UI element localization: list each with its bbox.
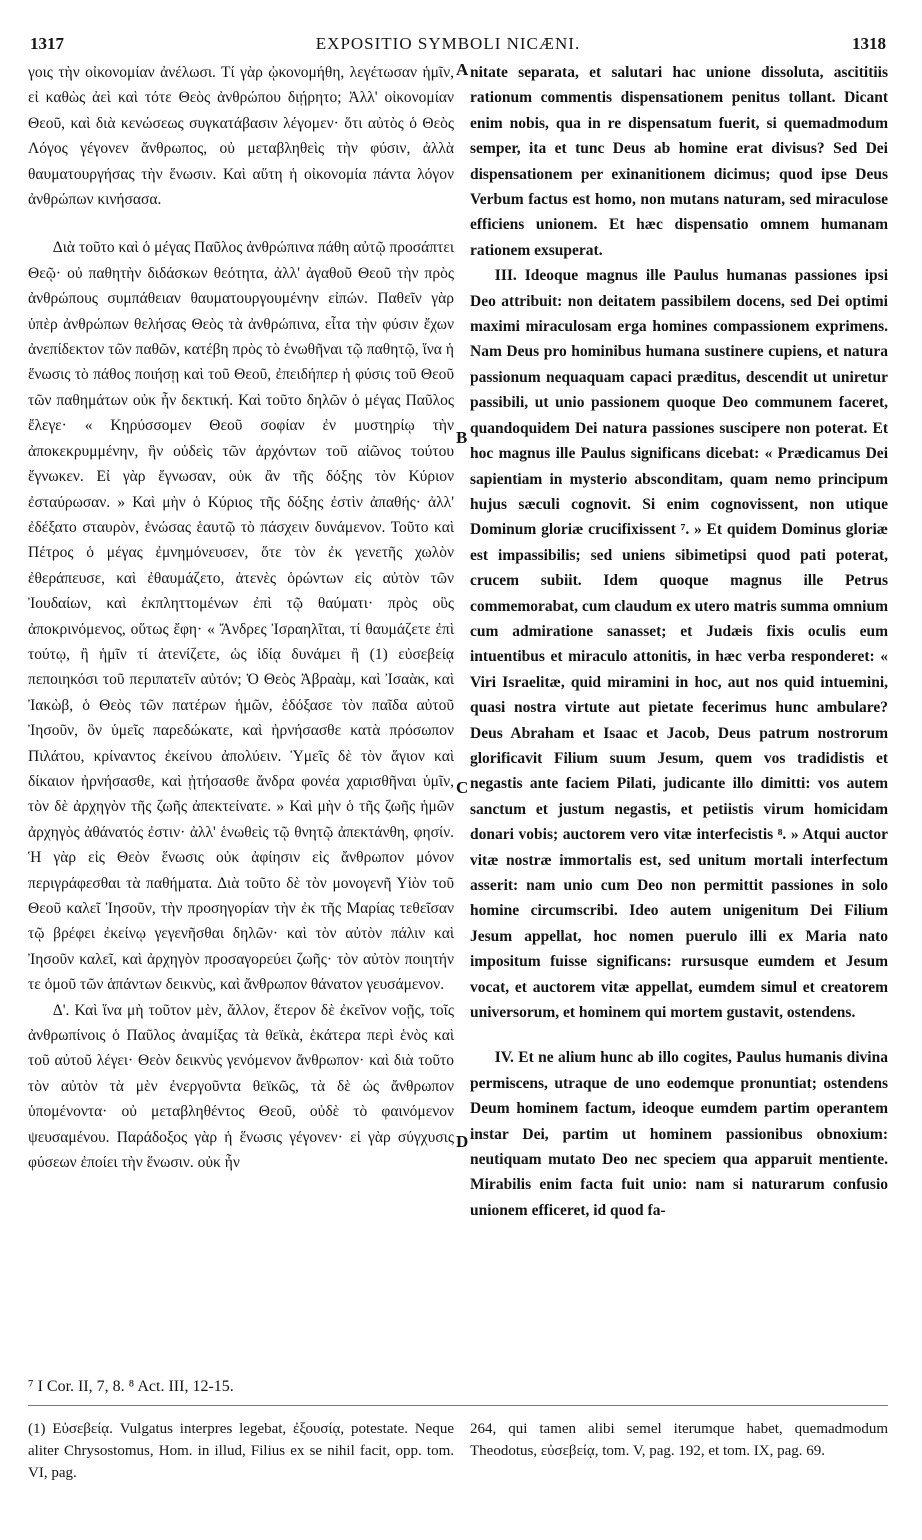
margin-letter-d: D: [456, 1132, 469, 1151]
latin-paragraph: IV. Et ne alium hunc ab illo cogites, Paulus humanis divina permiscens, utraque de uno eodemque pronuntiat; ostendens Deum hominem factum, ideoque eumdem partim operantem instar Dei, partim ut hominem passionibus obnoxium: neutiquam mutato Deo nec speciem qua apparuit mentiente. Mirabilis enim facta fuit unio: nam si naturarum confusio unionem efficeret, id quod fa-: [470, 1049, 888, 1219]
footnote-text: 264, qui tamen alibi semel iterumque habet, quemadmodum Theodotus, εὐσεβείᾳ, tom. V, pag. 192, et tom. IX, pag. 69.: [470, 1421, 888, 1459]
running-header: [10, 34, 886, 56]
margin-letter-b: B: [456, 428, 468, 447]
latin-column: [470, 60, 888, 1223]
footnote-divider: [28, 1405, 888, 1406]
greek-paragraph: Δ'. Καὶ ἵνα μὴ τοῦτον μὲν, ἄλλον, ἕτερον δὲ ἐκεῖνον νοῇς, τοῖς ἀνθρωπίνοις ὁ Παῦλος ἀναμίξας τὰ θεϊκὰ, ἑκάτερα περὶ ἑνὸς καὶ τοῦ αὐτοῦ λέγει· Θεὸν δεικνὺς γενόμενον ἄνθρωπον· καὶ διὰ τοῦτο τὸν αὐτὸν τὰ μὲν ἐνεργοῦντα θεϊκῶς, τὰ δὲ ὡς ἄνθρωπον ὑπομένοντα· οὐ μεταβληθέντος Θεοῦ, οὐδὲ τὸ φαινόμενον ψευσαμένου. Παράδοξος γὰρ ἡ ἕνωσις γέγονεν· εἰ γὰρ σύγχυσις φύσεων ἐποίει τὴν ἕνωσιν. οὐκ ἦν: [28, 1001, 454, 1172]
footnote-left: [28, 1418, 454, 1484]
page-number-right: 1318: [852, 34, 886, 53]
margin-letter-c: C: [456, 778, 469, 797]
latin-paragraph: III. Ideoque magnus ille Paulus humanas passiones ipsi Deo attribuit: non deitatem passibilem docens, sed Dei optimi maximi miraculosam erga homines compassionem exprimens. Nam Deus pro hominibus humana sustinere cupiens, et natura passionum nequaquam capaci præditus, descendit ut uniretur passibili, ut unio passionem quoque Deo communem faceret, quandoquidem Dei natura passiones suscipere non poterat. Et hoc magnus ille Paulus significans dicebat: « Prædicamus Dei sapientiam in mysterio absconditam, quam nemo principum hujus sæculi cognovit. Si enim cognovissent, non utique Dominum gloriæ crucifixissent ⁷. » Et quidem Dominus gloriæ est impassibilis; sed uniens sibimetipsi quod pati poterat, crucem subiit. Idem quoque magnus ille Petrus commemorabat, cum claudum ex utero matris summa omnium cum admiratione sanasset; et Judæis fixis oculis eum intuentibus et miraculo attonitis, in hæc verba responderet: « Viri Israelitæ, quid miramini in hoc, aut nos quid intuemini, quasi nostra virtute aut pietate fecerimus hunc ambulare? Deus Abraham et Isaac et Jacob, Deus patrum nostrorum glorificavit Filium suum Jesum, quem vos tradidistis et negastis ante faciem Pilati, judicante illo dimitti: vos autem sanctum et justum negastis, et petiistis virum homicidam donari vobis; auctorem vero vitæ interfecistis ⁸. » Atqui auctor vitæ nostræ immortalis est, sed unitum mortali interfectum asserit: nam unio cum Deo non permittit passiones in solo homine circumscribi. Ideo autem unigenitum Dei Filium Jesum appellat, hoc nomen puerulo illi ex Maria nato impositum fuisse significans: rursusque eumdem et Jesum vocat, et auctorem vitæ appellat, eumdem simul et creatorem universorum, et hominem qui mortem gustavit, ostendens.: [470, 267, 888, 1022]
greek-column: [28, 60, 454, 1175]
scripture-references: ⁷ I Cor. II, 7, 8. ⁸ Act. III, 12-15.: [28, 1378, 234, 1395]
footnote-text: (1) Εὐσεβείᾳ. Vulgatus interpres legebat, ἐξουσίᾳ, potestate. Neque aliter Chrysostomus, Hom. in illud, Filius ex se nihil facit, opp. tom. VI, pag.: [28, 1421, 454, 1481]
greek-paragraph: Διὰ τοῦτο καὶ ὁ μέγας Παῦλος ἀνθρώπινα πάθη αὐτῷ προσάπτει Θεῷ· οὐ παθητὴν διδάσκων θεότητα, ἀλλ' ἀγαθοῦ Θεοῦ τὴν πρὸς ἀνθρώπους συμπάθειαν θαυματουργουμένην εἰπών. Παθεῖν γὰρ ὑπὲρ ἀνθρώπων θελήσας Θεὸς τὰ ἀνθρώπινα, εἶτα τὴν φύσιν ἔχων ἀνεπίδεκτον τῶν παθῶν, κατέβη πρὸς τὸ ἑνωθῆναι τῷ παθητῷ, ἵνα ἡ ἕνωσις τὸ πάθος ποιήσῃ καὶ τοῦ Θεοῦ, ἐπειδήπερ ἡ φύσις τοῦ Θεοῦ τῶν παθημάτων οὐκ ἦν δεκτική. Καὶ τοῦτο δηλῶν ὁ μέγας Παῦλος ἔλεγε· « Κηρύσσομεν Θεοῦ σοφίαν ἐν μυστηρίῳ τὴν ἀποκεκρυμμένην, ἣν οὐδεὶς τῶν ἀρχόντων τοῦ αἰῶνος τούτου ἔγνωκεν. Εἰ γὰρ ἔγνωσαν, οὐκ ἂν τῆς δόξης τὸν Κύριον ἐσταύρωσαν. » Καὶ μὴν ὁ Κύριος τῆς δόξης ἐστὶν ἀπαθής· ἀλλ' ἐδέξατο σταυρὸν, ἑνώσας ἑαυτῷ τὸ πάσχειν δυνάμενον. Τοῦτο καὶ Πέτρος ὁ μέγας ἐμνημόνευσεν, ὅτε τὸν ἐκ γενετῆς χωλὸν ἐθεράπευσε, καὶ ἐθαυμάζετο, ἀτενὲς ὁρώντων εἰς αὐτὸν τῶν Ἰουδαίων, καὶ ἐκπληττομένων ἐπὶ τῷ θαύματι· πρὸς οὓς ἀποκρινόμενος, οὕτως ἔφη· « Ἄνδρες Ἰσραηλῖται, τί θαυμάζετε ἐπὶ τούτῳ, ἢ ἡμῖν τί ἀτενίζετε, ὡς ἰδίᾳ δυνάμει ἢ (1) εὐσεβείᾳ πεποιηκόσι τοῦ περιπατεῖν αὐτόν; Ὁ Θεὸς Ἀβραὰμ, καὶ Ἰσαὰκ, καὶ Ἰακὼβ, ὁ Θεὸς τῶν πατέρων ἡμῶν, ἐδόξασε τὸν παῖδα αὐτοῦ Ἰησοῦν, ὃν ὑμεῖς παρεδώκατε, καὶ ἠρνήσασθε κατὰ πρόσωπον Πιλάτου, κρίναντος ἐκείνου ἀπολύειν. Ὑμεῖς δὲ τὸν ἅγιον καὶ δίκαιον ἠρνήσασθε, καὶ ᾐτήσασθε ἄνδρα φονέα χαρισθῆναι ὑμῖν, τὸν δὲ ἀρχηγὸν τῆς ζωῆς ἀπεκτείνατε. » Καὶ μὴν ὁ τῆς ζωῆς ἡμῶν ἀρχηγὸς ἀθάνατός ἐστιν· ἀλλ' ἑνωθεὶς τῷ θνητῷ ἀπεκτάνθη, φησίν. Ἡ γὰρ εἰς Θεὸν ἕνωσις οὐκ ἀφίησιν εἰς ἄνθρωπον μόνον περιγράφεσθαι τὰ παθήματα. Διὰ τοῦτο δὲ τὸν μονογενῆ Υἱὸν τοῦ Θεοῦ καλεῖ Ἰησοῦν, τὴν προσηγορίαν τὴν ἐκ τῆς Μαρίας τεθεῖσαν τῷ βρέφει ἐκείνῳ γεγενῆσθαι δηλῶν· καὶ τὸν αὐτὸν πάλιν καὶ Ἰησοῦν καλεῖ, καὶ ἀρχηγὸν προσαγορεύει ζωῆς· τὸν αὐτὸν ποιητήν τε ὁμοῦ τῶν ἁπάντων δεικνὺς, καὶ ἄνθρωπον θάνατον γευσάμενον.: [28, 239, 454, 994]
footnote-right: [470, 1418, 888, 1462]
greek-paragraph: γοις τὴν οἰκονομίαν ἀνέλωσι. Τί γὰρ ᾠκονομήθη, λεγέτωσαν ἡμῖν, εἰ καθὼς ἀεὶ καὶ τότε Θεὸς ἀνθρώπου διῄρητο; Ἀλλ' οἰκονομίαν Θεοῦ, καὶ διὰ κενώσεως συγκατάβασιν λέγομεν· ὅτι αὐτὸς ὁ Θεὸς Λόγος γέγονεν ἄνθρωπος, οὐ μεταβληθεὶς τὴν φύσιν, ἀλλὰ θαυματουργήσας τὴν ἕνωσιν. Καὶ αὕτη ἡ οἰκονομία πάντα λόγον ἀνθρώπων κινήσασα.: [28, 64, 454, 209]
page-number-left: 1317: [30, 34, 64, 53]
page-title: EXPOSITIO SYMBOLI NICÆNI.: [315, 34, 581, 53]
margin-letter-a: A: [456, 60, 469, 79]
latin-paragraph: nitate separata, et salutari hac unione dissoluta, ascititiis rationum commentis dispensationem penitus tollant. Dicant enim nobis, qua in re dispensatum fuerit, si quemadmodum semper, ita et tunc Deus ab homine erat divisus? Sed Dei dispensationem per exinanitionem dicimus; quod ipse Deus Verbum factus est homo, non mutans naturam, sed miraculose efficiens unionem. Et hæc dispensatio omnem humanam rationem exsuperat.: [470, 64, 888, 259]
